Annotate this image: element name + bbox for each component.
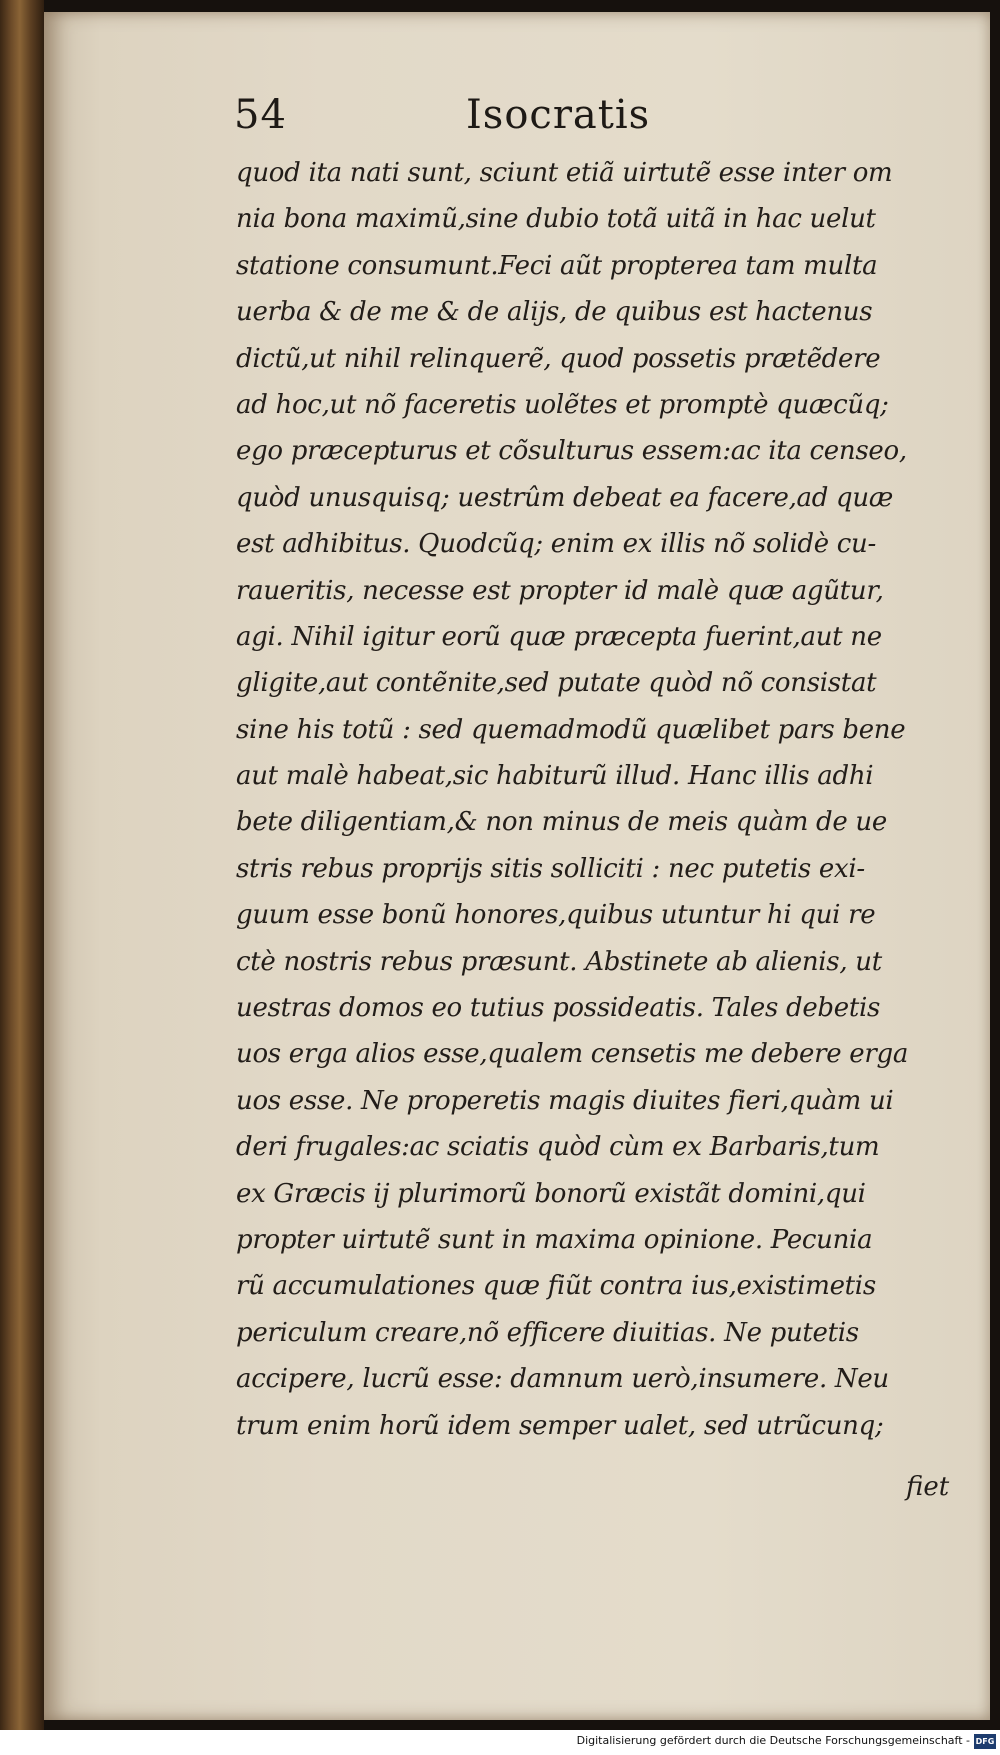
text-line: accipere, lucrũ esse: damnum uerò,insumere. Neu <box>236 1364 889 1395</box>
text-line: stris rebus proprijs sitis solliciti : nec putetis exi- <box>236 853 865 884</box>
text-line: ex Græcis ij plurimorũ bonorũ existãt domini,qui <box>236 1178 866 1209</box>
digitization-footer <box>0 1730 1000 1755</box>
catchword: fiet <box>906 1472 950 1502</box>
text-line: ctè nostris rebus præsunt. Abstinete ab alienis, ut <box>236 946 882 977</box>
text-line: quòd unusquisq; uestrûm debeat ea facere,ad quæ <box>236 482 893 513</box>
page-number: 54 <box>234 92 287 138</box>
running-head: Isocratis <box>466 92 651 138</box>
text-line: dictũ,ut nihil relinquerẽ, quod possetis prætẽdere <box>236 343 881 374</box>
text-line: propter uirtutẽ sunt in maxima opinione. Pecunia <box>236 1224 873 1255</box>
text-line: uerba & de me & de alijs, de quibus est hactenus <box>236 297 873 328</box>
text-line: gligite,aut contẽnite,sed putate quòd nõ consistat <box>236 668 877 699</box>
text-line: raueritis, necesse est propter id malè quæ agũtur, <box>236 575 884 606</box>
text-line: uos erga alios esse,qualem censetis me debere erga <box>236 1039 909 1070</box>
text-line: rũ accumulationes quæ fiũt contra ius,existimetis <box>236 1271 876 1302</box>
text-line: agi. Nihil igitur eorũ quæ præcepta fuerint,aut ne <box>236 621 882 652</box>
text-line: sine his totũ : sed quemadmodũ quælibet pars bene <box>236 714 906 745</box>
text-line: bete diligentiam,& non minus de meis quàm de ue <box>236 807 887 838</box>
text-line: uestras domos eo tutius possideatis. Tales debetis <box>236 993 881 1024</box>
text-line: deri frugales:ac sciatis quòd cùm ex Barbaris,tum <box>236 1132 880 1163</box>
text-line: ego præcepturus et cõsulturus essem:ac ita censeo, <box>236 436 907 467</box>
page-header <box>234 92 714 148</box>
text-line: est adhibitus. Quodcũq; enim ex illis nõ solidè cu- <box>236 529 876 560</box>
text-line: aut malè habeat,sic habiturũ illud. Hanc illis adhi <box>236 761 874 792</box>
book-spine-edge <box>0 0 44 1730</box>
text-line: uos esse. Ne properetis magis diuites fieri,quàm ui <box>236 1085 894 1116</box>
dfg-logo: DFG <box>974 1734 996 1749</box>
text-block <box>236 150 954 1449</box>
text-line: statione consumunt.Feci aũt propterea tam multa <box>236 250 878 281</box>
text-line: nia bona maximũ,sine dubio totã uitã in hac uelut <box>236 204 876 235</box>
text-line: guum esse bonũ honores,quibus utuntur hi qui re <box>236 900 876 931</box>
text-line: quod ita nati sunt, sciunt etiã uirtutẽ esse inter om <box>236 158 893 188</box>
text-line: ad hoc,ut nõ faceretis uolẽtes et promptè quæcũq; <box>236 389 889 420</box>
digitization-credit: Digitalisierung gefördert durch die Deutsche Forschungsgemeinschaft - <box>576 1734 970 1747</box>
text-line: trum enim horũ idem semper ualet, sed utrũcunq; <box>236 1410 884 1441</box>
text-line: periculum creare,nõ efficere diuitias. Ne putetis <box>236 1317 859 1348</box>
